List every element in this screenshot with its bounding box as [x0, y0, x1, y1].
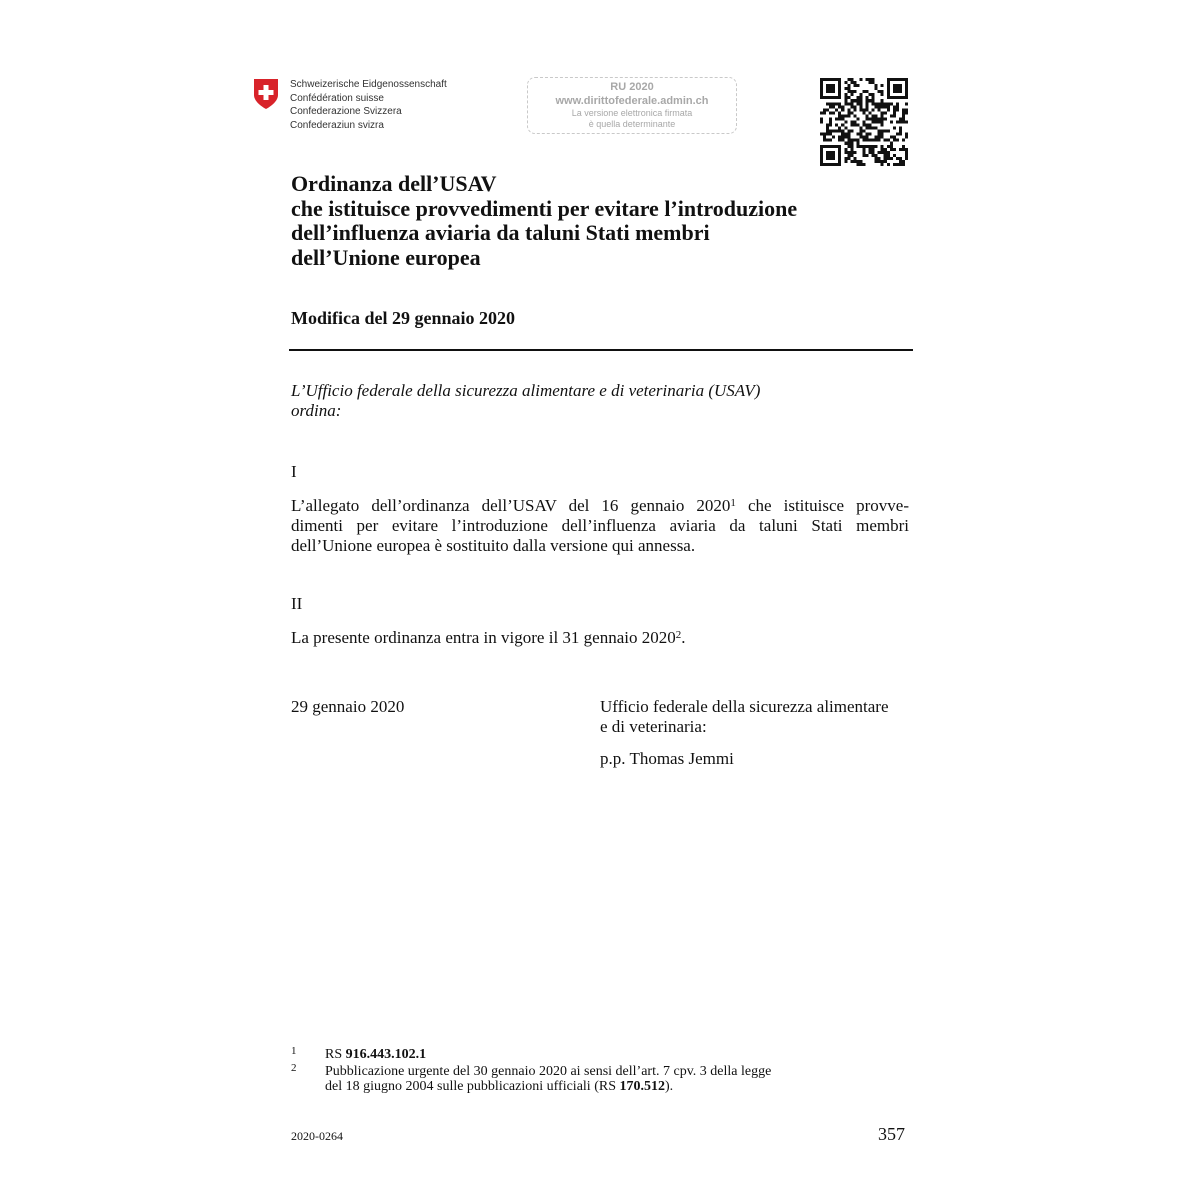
document-title [291, 172, 931, 270]
office-line: Ufficio federale della sicurezza alimentare [600, 697, 889, 716]
paragraph-line: dimenti per evitare l’introduzione dell’influenza aviaria da taluni Stati membri [291, 516, 909, 535]
text: . [681, 628, 686, 647]
rs-reference-link[interactable]: 916.443.102.1 [345, 1047, 427, 1062]
confederation-line: Confédération suisse [290, 92, 384, 104]
title-line: dell’Unione europea [291, 244, 481, 270]
stamp-note: è quella determinante [588, 119, 676, 129]
page-number: 357 [878, 1124, 905, 1144]
confederation-line: Confederaziun svizra [290, 119, 384, 131]
section-paragraph [291, 628, 685, 648]
stamp-collection: RU 2020 [610, 81, 654, 93]
footnote-ref-2[interactable]: 2 [675, 629, 682, 641]
text: La presente ordinanza entra in vigore il 31 gennaio 2020 [291, 628, 676, 647]
issuing-office [600, 697, 889, 737]
signature-date: 29 gennaio 2020 [291, 697, 405, 716]
footnote-ref-1[interactable]: 1 [730, 497, 736, 509]
footnote-2 [325, 1064, 771, 1094]
stamp-url: www.dirittofederale.admin.ch [555, 95, 709, 107]
stamp-note: La versione elettronica firmata [571, 108, 693, 118]
confederation-line: Confederazione Svizzera [290, 106, 402, 117]
section-paragraph [291, 496, 909, 556]
title-line: Ordinanza dell’USAV [291, 171, 497, 196]
confederation-line: Schweizerische Eidgenossenschaft [290, 79, 447, 90]
preamble [291, 381, 760, 421]
paragraph-line [291, 496, 909, 516]
rs-reference-link[interactable]: 170.512 [619, 1079, 665, 1094]
footnote-number: 2 [291, 1062, 297, 1074]
official-stamp [527, 77, 737, 134]
document-number: 2020-0264 [291, 1129, 343, 1143]
text: del 18 giugno 2004 sulle pubblicazioni ufficiali (RS [325, 1079, 620, 1094]
section-number: I [291, 462, 297, 481]
preamble-line: L’Ufficio federale della sicurezza alimentare e di veterinaria (USAV) [291, 381, 761, 400]
signer-name: p.p. Thomas Jemmi [600, 749, 734, 768]
office-line: e di veterinaria: [600, 717, 707, 736]
swiss-cross-shield-icon [252, 78, 280, 110]
title-line: che istituisce provvedimenti per evitare l’introduzione [291, 195, 798, 221]
preamble-line: ordina: [291, 401, 342, 420]
footnote-1 [325, 1047, 426, 1062]
footnote-number: 1 [291, 1045, 297, 1057]
text: RS [325, 1047, 346, 1062]
section-number: II [291, 594, 303, 613]
qr-code-icon [820, 78, 908, 166]
confederation-names [290, 78, 447, 132]
text: L’allegato dell’ordinanza dell’USAV del 16 gennaio 2020 [291, 496, 731, 515]
text: ). [664, 1079, 674, 1094]
footnote-line [325, 1079, 771, 1094]
divider [289, 349, 913, 351]
title-line: dell’influenza aviaria da taluni Stati membri [291, 220, 710, 245]
text: che istituisce provve- [735, 496, 909, 515]
paragraph-line: dell’Unione europea è sostituito dalla versione qui annessa. [291, 536, 696, 555]
amendment-date: Modifica del 29 gennaio 2020 [291, 308, 515, 328]
footnote-line: Pubblicazione urgente del 30 gennaio 2020 ai sensi dell’art. 7 cpv. 3 della legge [325, 1064, 772, 1079]
